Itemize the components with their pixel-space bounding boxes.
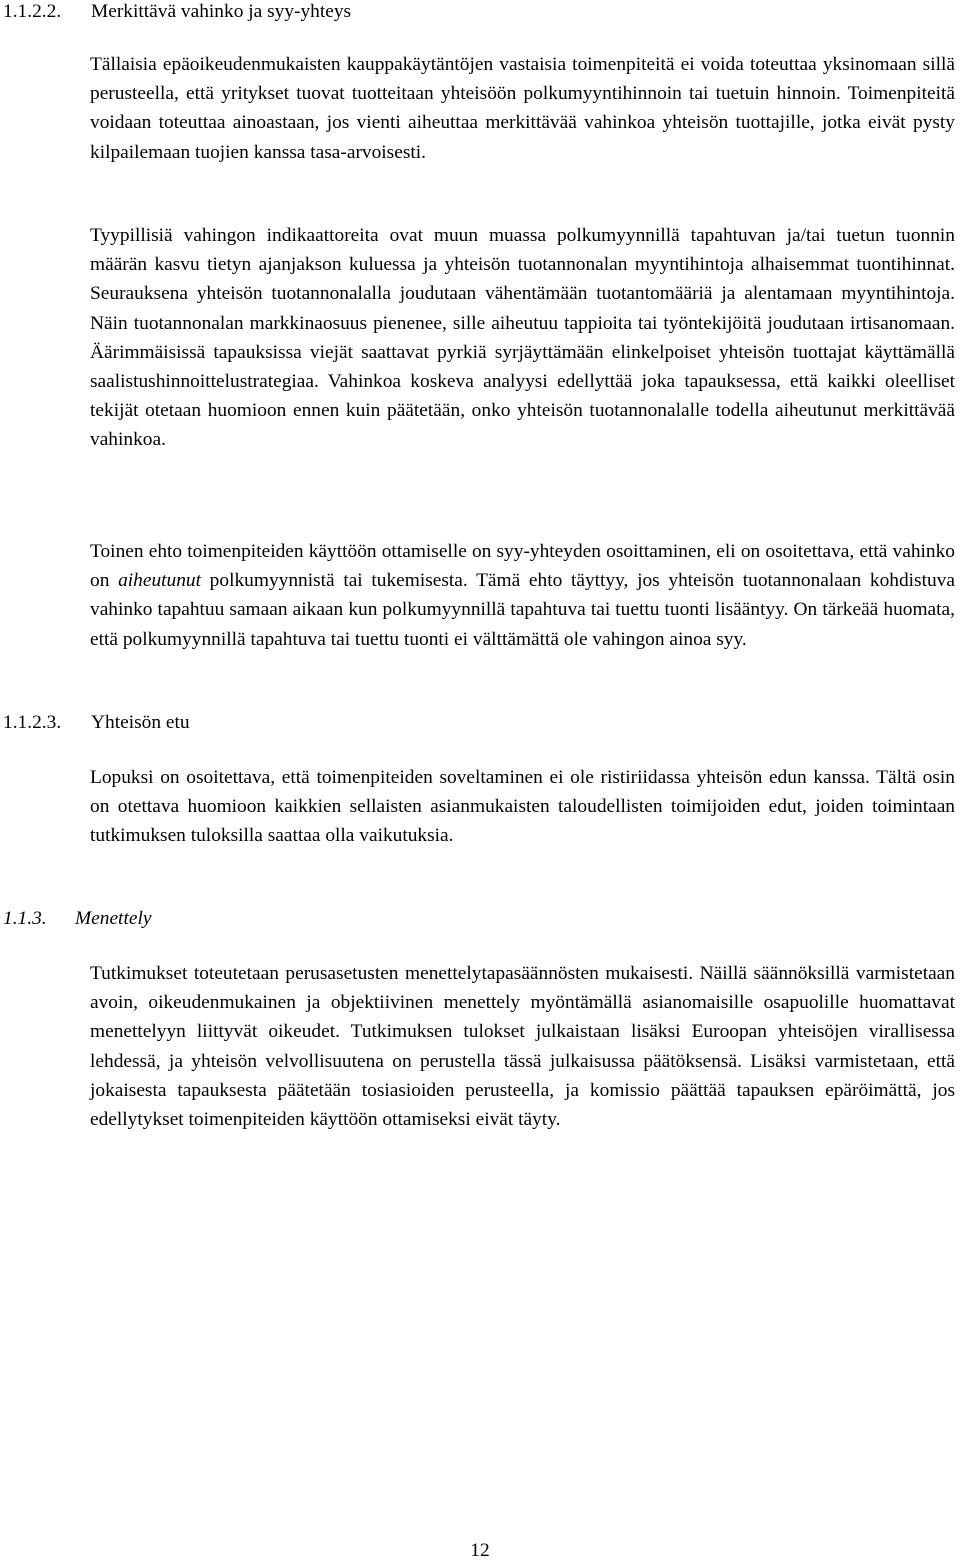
- paragraph-text: Lopuksi on osoitettava, että toimenpiteiden soveltaminen ei ole ristiriidassa yhteisön edun kanssa. Tältä osin on otettava huomioon kaikkien sellaisten asianmukaisten taloudellisten toimijoiden edut, joiden toimintaan tutkimuksen tuloksilla saattaa olla vaikutuksia.: [90, 767, 955, 847]
- paragraph-injury-indicators: [90, 221, 955, 455]
- paragraph-community-interest: [90, 763, 955, 851]
- paragraph-text: Tällaisia epäoikeudenmukaisten kauppakäytäntöjen vastaisia toimenpiteitä ei voida toteuttaa yksinomaan sillä perusteella, että yritykset tuovat tuotteitaan yhteisöön polkumyyntihinnoin tai tuetuin hinnoin. Toimenpiteitä voidaan toteuttaa ainoastaan, jos vienti aiheuttaa merkittävää vahinkoa yhteisön tuottajille, jotka eivät pysty kilpailemaan tuojien kanssa tasa-arvoisesti.: [90, 54, 955, 163]
- section-title: Merkittävä vahinko ja syy-yhteys: [91, 1, 352, 22]
- paragraph-text: Tyypillisiä vahingon indikaattoreita ovat muun muassa polkumyynnillä tapahtuvan ja/tai tuetun tuonnin määrän kasvu tietyn ajanjakson kuluessa ja yhteisön tuotannonalan myyntihintoja alhaisemmat tuontihinnat. Seurauksena yhteisön tuotannonalalla joudutaan vähentämään tuotantomääriä ja alentamaan myyntihintoja. Näin tuotannonalan markkinaosuus pienenee, sille aiheutuu tappioita tai työntekijöitä joudutaan irtisanomaan. Äärimmäisissä tapauksissa viejät saattavat pyrkiä syrjäyttämään elinkelpoiset yhteisön tuottajat käyttämällä saalistushinnoittelustrategiaa. Vahinkoa koskeva analyysi edellyttää joka tapauksessa, että kaikki oleelliset tekijät otetaan huomioon ennen kuin päätetään, onko yhteisön tuotannonalalle todella aiheutunut merkittävää vahinkoa.: [90, 225, 955, 451]
- paragraph-dumping-measures: [90, 50, 955, 167]
- section-heading-1-1-2-3: [3, 709, 190, 737]
- section-title: Menettely: [75, 908, 152, 929]
- section-title: Yhteisön etu: [91, 712, 190, 733]
- paragraph-text: Tutkimukset toteutetaan perusasetusten menettelytapasäännösten mukaisesti. Näillä säännöksillä varmistetaan avoin, oikeudenmukainen ja objektiivinen menettely myöntämällä asianomaisille osapuolille huomattavat menettelyyn liittyvät oikeudet. Tutkimuksen tulokset julkaistaan lisäksi Euroopan yhteisöjen virallisessa lehdessä, ja yhteisön velvollisuutena on perustella tässä julkaisussa päätöksensä. Lisäksi varmistetaan, että jokaisesta tapauksesta päätetään tosiasioiden perusteella, ja komissio päättää tapauksen epäröimättä, jos edellytykset toimenpiteiden käyttöön ottamiseksi eivät täyty.: [90, 963, 955, 1131]
- section-heading-1-1-2-2: [3, 0, 351, 26]
- section-number: 1.1.2.3.: [3, 712, 62, 733]
- paragraph-causal-link: [90, 537, 955, 654]
- section-number: 1.1.3.: [3, 908, 47, 929]
- emphasized-word: aiheutunut: [118, 570, 202, 592]
- section-number: 1.1.2.2.: [3, 1, 62, 22]
- paragraph-procedure: [90, 959, 955, 1134]
- section-heading-1-1-3: [3, 905, 151, 933]
- paragraph-text-end: polkumyynnistä tai tukemisesta. Tämä ehto täyttyy, jos yhteisön tuotannonalaan kohdistuva vahinko tapahtuu samaan aikaan kun polkumyynnillä tapahtuva tai tuettu tuonti lisääntyy. On tärkeää huomata, että polkumyynnillä tapahtuva tai tuettu tuonti ei välttämättä ole vahingon ainoa syy.: [90, 570, 955, 650]
- page-number: 12: [470, 1540, 490, 1561]
- paragraph-text-start: Toinen ehto toimenpiteiden käyttöön ottamiselle on syy-yhteyden osoittaminen, eli on osoitettava, että vahinko on: [90, 541, 955, 592]
